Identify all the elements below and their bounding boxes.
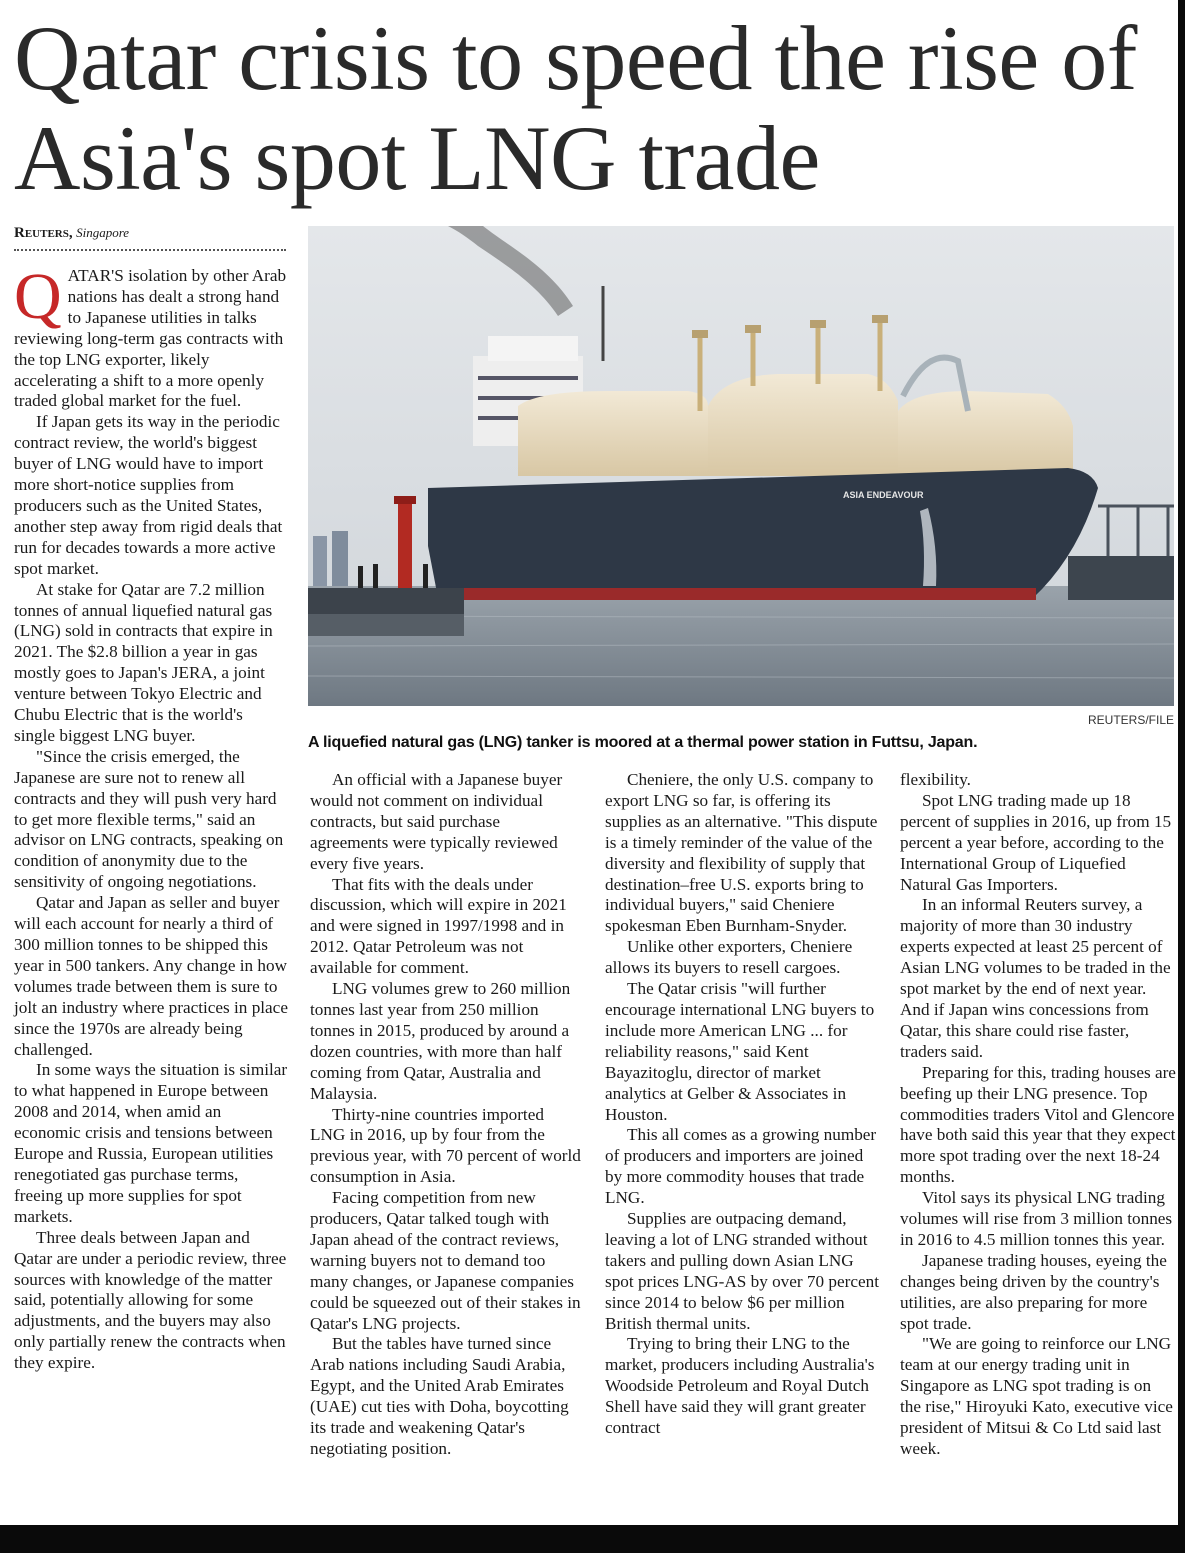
headline: Qatar crisis to speed the rise of Asia's spot LNG trade xyxy=(14,7,1137,209)
article-paragraph: QATAR'S isolation by other Arab nations has dealt a strong hand to Japanese utilities in talks reviewing long-term gas contracts with the top LNG exporter, likely accelerating a shift to a more openly traded global market for the fuel. xyxy=(14,260,287,411)
article-paragraph: Qatar and Japan as seller and buyer will each account for nearly a third of 300 million tonnes to be shipped this year in 500 tankers. Any change in how volumes trade between them is sure to jolt an industry where practices in place since the 1970s are already being challenged. xyxy=(14,893,288,1059)
article-paragraph: Supplies are outpacing demand, leaving a lot of LNG stranded without takers and pulling down Asian LNG spot prices LNG-AS by over 70 percent since 2014 to below $6 per million British thermal units. xyxy=(605,1209,879,1333)
article-paragraph: Trying to bring their LNG to the market, producers including Australia's Woodside Petroleum and Royal Dutch Shell have said they will grant greater contract xyxy=(605,1334,875,1438)
article-column-3 xyxy=(605,770,881,1439)
tanker-illustration xyxy=(308,226,1174,706)
article-paragraph: At stake for Qatar are 7.2 million tonnes of annual liquefied natural gas (LNG) sold in contracts that expire in 2021. The $2.8 billion a year in gas mostly goes to Japan's JERA, a joint venture between Tokyo Electric and Chubu Electric that is the world's single biggest LNG buyer. xyxy=(14,579,273,745)
article-paragraph: Preparing for this, trading houses are beefing up their LNG presence. Top commodities traders Vitol and Glencore have both said this year that they expect more spot trading over the next 18-24 months. xyxy=(900,1062,1176,1187)
article-paragraph: Vitol says its physical LNG trading volumes will rise from 3 million tonnes in 2016 to 4.5 million tonnes this year. xyxy=(900,1188,1173,1249)
article-paragraph: Japanese trading houses, eyeing the changes being driven by the country's utilities, are also preparing for more spot trade. xyxy=(900,1250,1167,1333)
article-paragraph: This all comes as a growing number of producers and importers are joined by more commodity houses that trade LNG. xyxy=(605,1125,877,1208)
article-paragraph: LNG volumes grew to 260 million tonnes last year from 250 million tonnes in 2015, produced by around a dozen countries, with more than half coming from Qatar, Australia and Malaysia. xyxy=(310,979,571,1103)
article-paragraph: An official with a Japanese buyer would not comment on individual contracts, but said purchase agreements were typically reviewed every five years. xyxy=(310,770,563,873)
article-paragraph: "Since the crisis emerged, the Japanese are sure not to renew all contracts and they will push very hard to get more flexible terms," said an advisor on LNG contracts, speaking on condition of anonymity due to the sensitivity of ongoing negotiations. xyxy=(14,746,284,892)
article-column-4 xyxy=(900,770,1176,1460)
byline xyxy=(14,224,286,251)
scan-border-right xyxy=(1178,0,1185,1553)
article-column-2 xyxy=(310,770,582,1460)
photo-lng-tanker xyxy=(308,226,1174,706)
photo-credit: REUTERS/FILE xyxy=(1087,713,1174,727)
scan-border-bottom xyxy=(0,1525,1185,1553)
article-paragraph: flexibility. xyxy=(900,770,971,789)
article-paragraph: Unlike other exporters, Cheniere allows its buyers to resell cargoes. xyxy=(605,937,853,978)
article-paragraph: But the tables have turned since Arab nations including Saudi Arabia, Egypt, and the United Arab Emirates (UAE) cut ties with Doha, boycotting its trade and weakening Qatar's negotiating position. xyxy=(310,1334,569,1458)
byline-place: Singapore xyxy=(76,225,130,240)
article-paragraph: Cheniere, the only U.S. company to export LNG so far, is offering its supplies as an alternative. "This dispute is a timely reminder of the value of the diversity and flexibility of supply that destination–free U.S. exports bring to individual buyers," said Cheniere spokesman Eben Burnham-Snyder. xyxy=(605,770,878,936)
article-paragraph: The Qatar crisis "will further encourage international LNG buyers to include more American LNG ... for reliability reasons," said Kent Bayazitoglu, director of market analytics at Gelber & Associates in Houston. xyxy=(605,979,875,1124)
article-paragraph: In some ways the situation is similar to what happened in Europe between 2008 and 2014, when amid an economic crisis and tensions between Europe and Russia, European utilities renegotiated gas purchase terms, freeing up more supplies for spot markets. xyxy=(14,1060,288,1226)
article-column-1 xyxy=(14,260,288,1374)
article-paragraph: That fits with the deals under discussion, which will expire in 2021 and were signed in 1997/1998 and in 2012. Qatar Petroleum was not available for comment. xyxy=(310,874,567,978)
article-paragraph: Spot LNG trading made up 18 percent of supplies in 2016, up from 15 percent a year before, according to the International Group of Liquefied Natural Gas Importers. xyxy=(900,790,1172,894)
article-paragraph: Three deals between Japan and Qatar are under a periodic review, three sources with knowledge of the matter said, potentially allowing for some adjustments, and the buyers may also only partially renew the contracts when they expire. xyxy=(14,1227,287,1373)
byline-agency: Reuters, xyxy=(14,225,73,241)
article-paragraph: Facing competition from new producers, Qatar talked tough with Japan ahead of the contract reviews, warning buyers not to demand too many changes, or Japanese companies could be squeezed out of their stakes in Qatar's LNG projects. xyxy=(310,1188,581,1333)
article-paragraph: Thirty-nine countries imported LNG in 2016, up by four from the previous year, with 70 percent of world consumption in Asia. xyxy=(310,1104,581,1187)
article-paragraph: "We are going to reinforce our LNG team at our energy trading unit in Singapore as LNG spot trading is on the rise," Hiroyuki Kato, executive vice president of Mitsui & Co Ltd said last week. xyxy=(900,1334,1173,1458)
drop-cap: Q xyxy=(14,260,62,333)
article-paragraph: In an informal Reuters survey, a majority of more than 30 industry experts expected at least 25 percent of Asian LNG volumes to be traded in the spot market by the end of next year. And if Japan wins concessions from Qatar, this share could rise faster, traders said. xyxy=(900,895,1171,1061)
article-paragraph: If Japan gets its way in the periodic contract review, the world's biggest buyer of LNG would have to import more short-notice supplies from producers such as the United States, another step away from rigid deals that run for decades towards a more active spot market. xyxy=(14,412,283,578)
ship-name: ASIA ENDEAVOUR xyxy=(843,490,924,500)
photo-caption: A liquefied natural gas (LNG) tanker is moored at a thermal power station in Futtsu, Japan. xyxy=(308,734,978,751)
